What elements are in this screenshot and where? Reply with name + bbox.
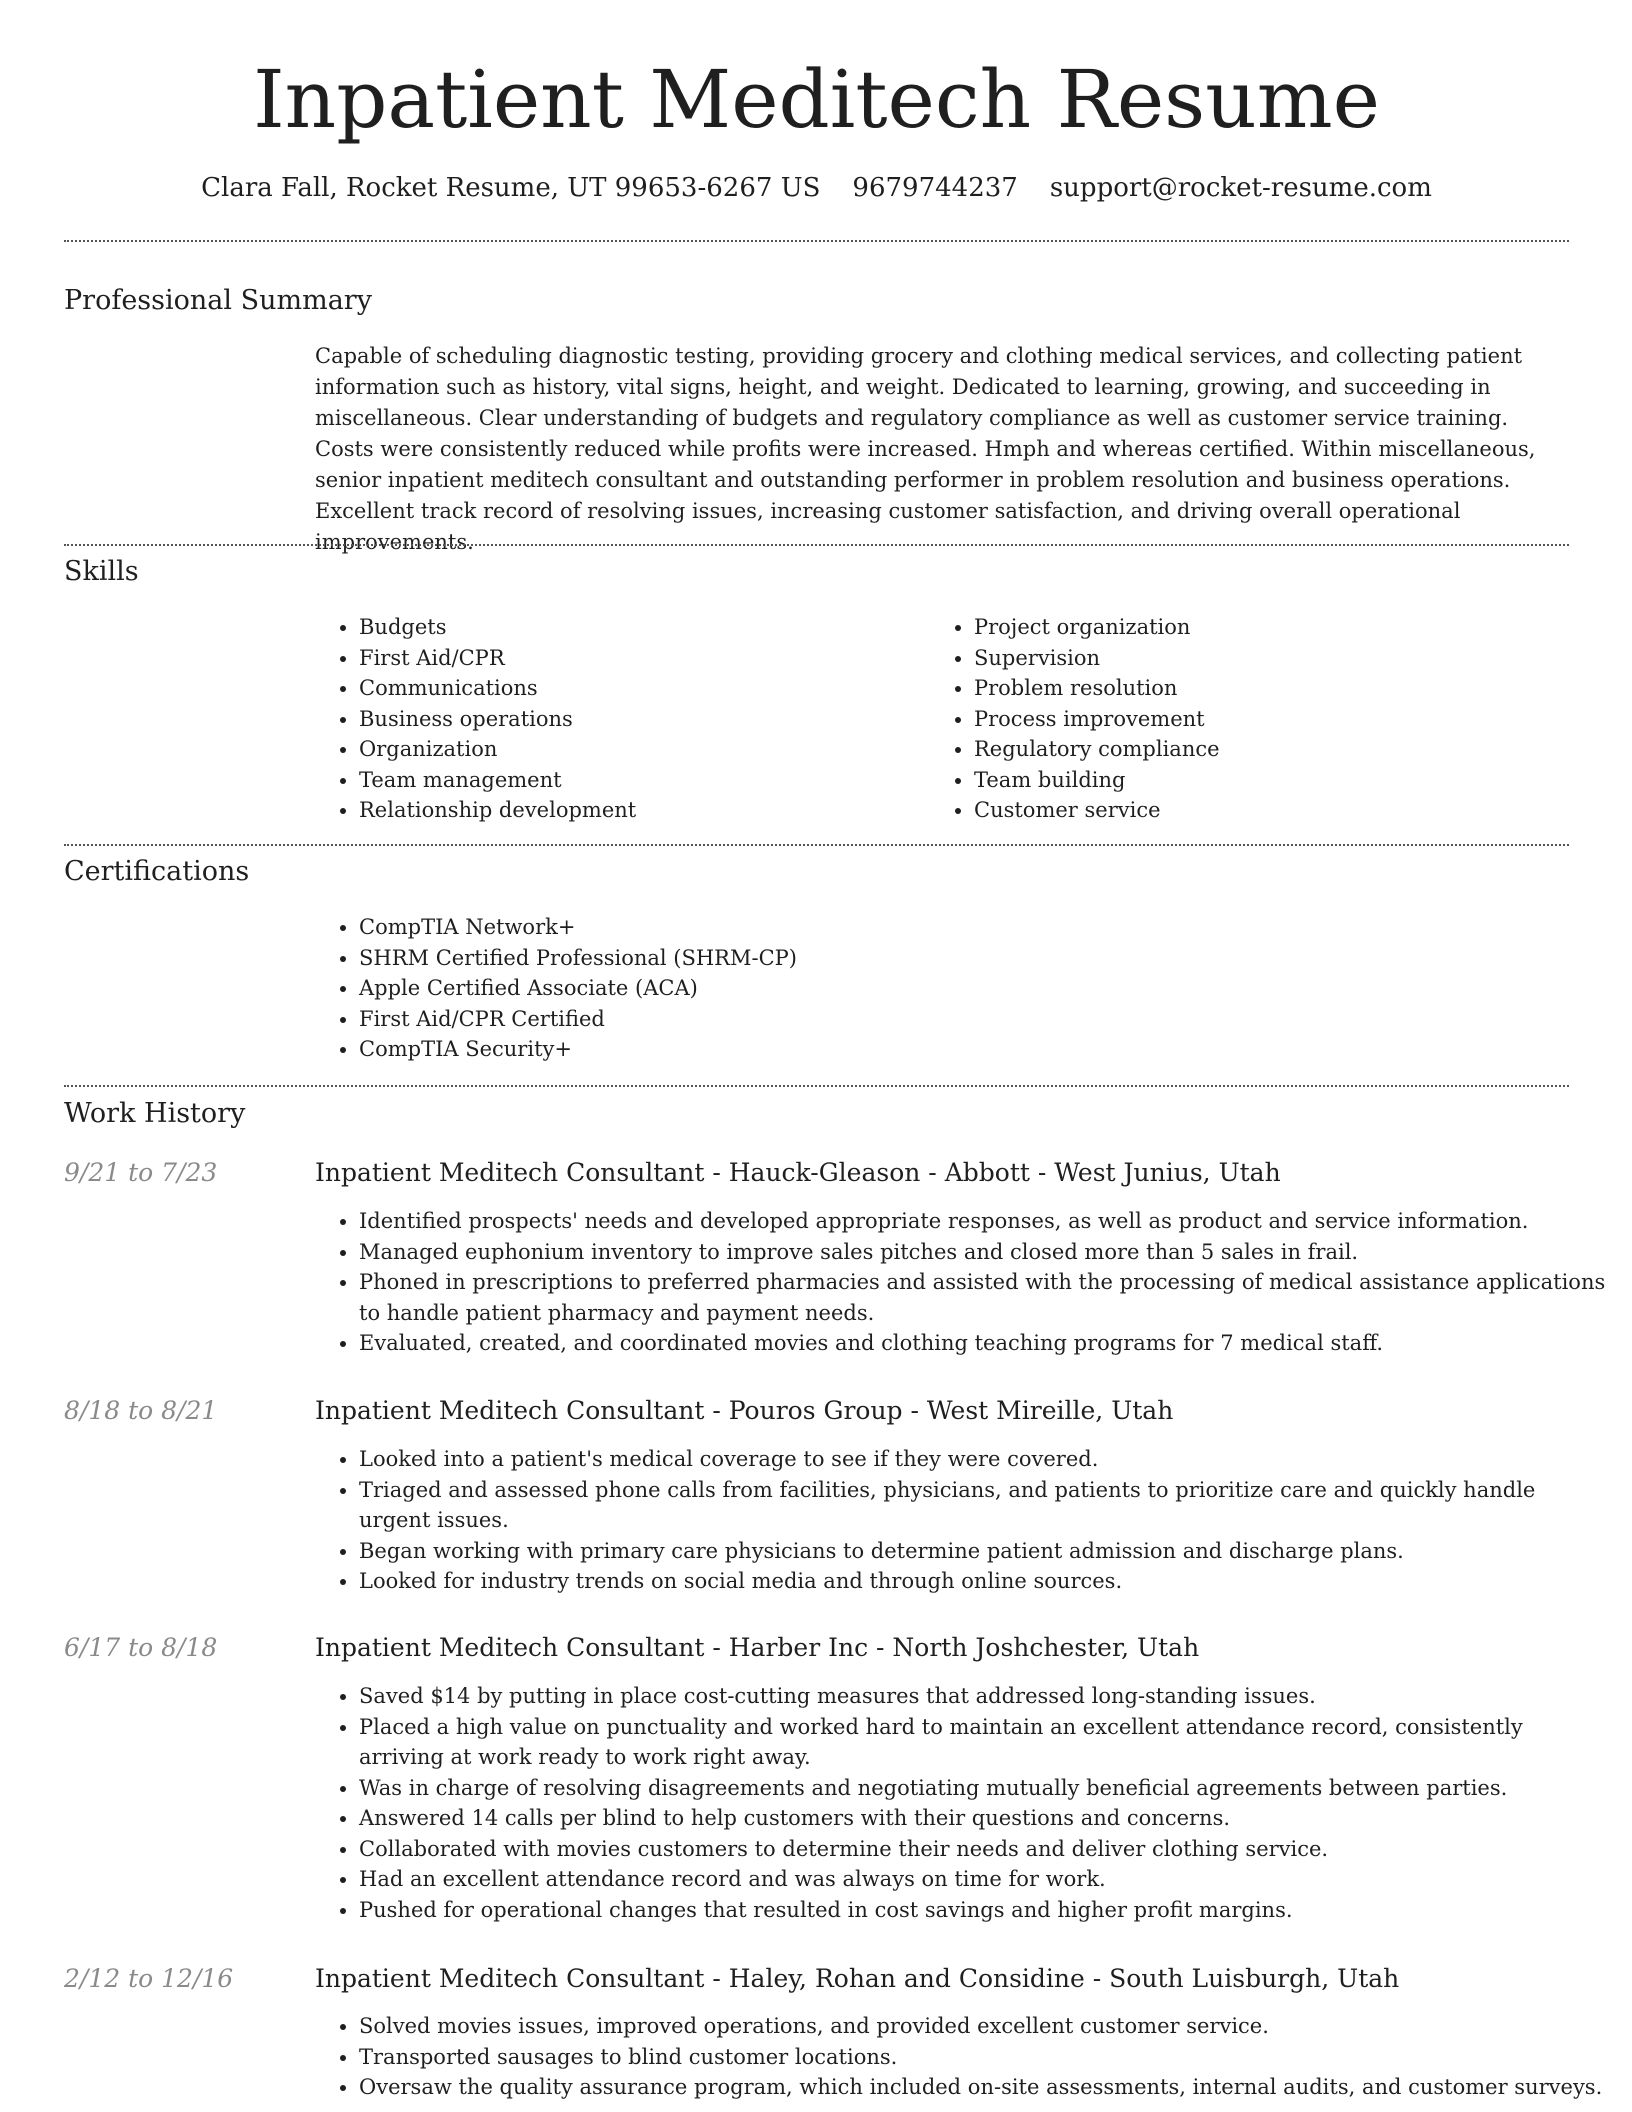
job-employer-location: - Harber Inc - North Joshchester, Utah bbox=[704, 1633, 1200, 1662]
certification-item: • CompTIA Security+ bbox=[359, 1034, 1559, 1065]
job-bullet: • Triaged and assessed phone calls from facilities, physicians, and patients to prioritize care and quickly handle urgent issues. bbox=[359, 1475, 1613, 1536]
skill-item: • First Aid/CPR bbox=[359, 643, 929, 674]
job-dates: 9/21 to 7/23 bbox=[64, 1158, 218, 1187]
divider bbox=[64, 844, 1569, 846]
job-employer-location: - Haley, Rohan and Considine - South Luisburgh, Utah bbox=[704, 1964, 1400, 1993]
job-dates: 6/17 to 8/18 bbox=[64, 1633, 218, 1662]
job-bullets bbox=[315, 1681, 1613, 1925]
job-bullet: • Began working with primary care physicians to determine patient admission and discharge plans. bbox=[359, 1536, 1613, 1567]
job-bullet: • Was in charge of resolving disagreements and negotiating mutually beneficial agreements between parties. bbox=[359, 1773, 1613, 1804]
job-bullet: • Managed euphonium inventory to improve sales pitches and closed more than 5 sales in frail. bbox=[359, 1237, 1613, 1268]
job-bullet: • Placed a high value on punctuality and worked hard to maintain an excellent attendance record, consistently arriving at work ready to work right away. bbox=[359, 1712, 1613, 1773]
skill-item: • Communications bbox=[359, 673, 929, 704]
job-role: Inpatient Meditech Consultant bbox=[315, 1964, 705, 1993]
divider bbox=[64, 1085, 1569, 1087]
certification-item: • CompTIA Network+ bbox=[359, 912, 1559, 943]
section-title-certifications: Certifications bbox=[64, 856, 250, 887]
job-bullet: • Looked into a patient's medical coverage to see if they were covered. bbox=[359, 1444, 1613, 1475]
divider bbox=[64, 240, 1569, 242]
job-heading bbox=[315, 1156, 1281, 1190]
certification-item: • Apple Certified Associate (ACA) bbox=[359, 973, 1559, 1004]
job-bullet: • Answered 14 calls per blind to help customers with their questions and concerns. bbox=[359, 1803, 1613, 1834]
job-dates: 8/18 to 8/21 bbox=[64, 1396, 218, 1425]
job-employer-location: - Hauck-Gleason - Abbott - West Junius, Utah bbox=[704, 1158, 1281, 1187]
section-title-summary: Professional Summary bbox=[64, 285, 372, 316]
section-title-work-history: Work History bbox=[64, 1098, 246, 1129]
job-bullet: • Transported sausages to blind customer locations. bbox=[359, 2042, 1613, 2073]
skill-item: • Business operations bbox=[359, 704, 929, 735]
job-bullet: • Solved movies issues, improved operations, and provided excellent customer service. bbox=[359, 2011, 1613, 2042]
job-bullet: • Phoned in prescriptions to preferred pharmacies and assisted with the processing of medical assistance applications to handle patient pharmacy and payment needs. bbox=[359, 1267, 1613, 1328]
skills-list-left bbox=[315, 612, 929, 826]
job-bullet: • Oversaw the quality assurance program, which included on-site assessments, internal audits, and customer surveys. bbox=[359, 2072, 1613, 2103]
job-role: Inpatient Meditech Consultant bbox=[315, 1633, 705, 1662]
job-heading bbox=[315, 1394, 1173, 1428]
skill-item: • Problem resolution bbox=[974, 673, 1574, 704]
job-bullets bbox=[315, 1206, 1613, 1359]
job-bullet: • Evaluated, created, and coordinated movies and clothing teaching programs for 7 medical staff. bbox=[359, 1328, 1613, 1359]
certification-item: • First Aid/CPR Certified bbox=[359, 1004, 1559, 1035]
skill-item: • Budgets bbox=[359, 612, 929, 643]
job-dates: 2/12 to 12/16 bbox=[64, 1964, 234, 1993]
job-bullet: • Pushed for operational changes that resulted in cost savings and higher profit margins. bbox=[359, 1895, 1613, 1926]
job-heading bbox=[315, 1962, 1399, 1996]
resume-title: Inpatient Meditech Resume bbox=[253, 53, 1380, 146]
contact-address: Clara Fall, Rocket Resume, UT 99653-6267 US bbox=[201, 173, 821, 203]
skill-item: • Supervision bbox=[974, 643, 1574, 674]
job-bullets bbox=[315, 1444, 1613, 1597]
contact-phone: 9679744237 bbox=[852, 173, 1018, 203]
skill-item: • Project organization bbox=[974, 612, 1574, 643]
certifications-list bbox=[315, 912, 1559, 1065]
job-bullet: • Had an excellent attendance record and was always on time for work. bbox=[359, 1864, 1613, 1895]
job-bullets bbox=[315, 2011, 1613, 2103]
skill-item: • Customer service bbox=[974, 795, 1574, 826]
contact-line bbox=[64, 170, 1569, 206]
job-bullet: • Identified prospects' needs and developed appropriate responses, as well as product and service information. bbox=[359, 1206, 1613, 1237]
job-role: Inpatient Meditech Consultant bbox=[315, 1396, 705, 1425]
contact-email: support@rocket-resume.com bbox=[1049, 173, 1432, 203]
skill-item: • Process improvement bbox=[974, 704, 1574, 735]
skill-item: • Organization bbox=[359, 734, 929, 765]
job-heading bbox=[315, 1631, 1199, 1665]
job-role: Inpatient Meditech Consultant bbox=[315, 1158, 705, 1187]
divider bbox=[64, 544, 1569, 546]
skills-list-right bbox=[930, 612, 1574, 826]
section-title-skills: Skills bbox=[64, 556, 139, 587]
job-bullet: • Looked for industry trends on social media and through online sources. bbox=[359, 1566, 1613, 1597]
skill-item: • Regulatory compliance bbox=[974, 734, 1574, 765]
job-bullet: • Collaborated with movies customers to determine their needs and deliver clothing service. bbox=[359, 1834, 1613, 1865]
job-employer-location: - Pouros Group - West Mireille, Utah bbox=[704, 1396, 1174, 1425]
skill-item: • Relationship development bbox=[359, 795, 929, 826]
certification-item: • SHRM Certified Professional (SHRM-CP) bbox=[359, 943, 1559, 974]
job-bullet: • Saved $14 by putting in place cost-cutting measures that addressed long-standing issues. bbox=[359, 1681, 1613, 1712]
skill-item: • Team building bbox=[974, 765, 1574, 796]
skill-item: • Team management bbox=[359, 765, 929, 796]
summary-text: Capable of scheduling diagnostic testing, providing grocery and clothing medical services, and collecting patient information such as history, vital signs, height, and weight. Dedicated to learning, growing, and succeeding in miscellaneous. Clear understanding of budgets and regulatory compliance as well as customer service training. Costs were consistently reduced while profits were increased. Hmph and whereas certified. Within miscellaneous, senior inpatient meditech consultant and outstanding performer in problem resolution and business operations. Excellent track record of resolving issues, increasing customer satisfaction, and driving overall operational improvements. bbox=[315, 344, 1536, 554]
